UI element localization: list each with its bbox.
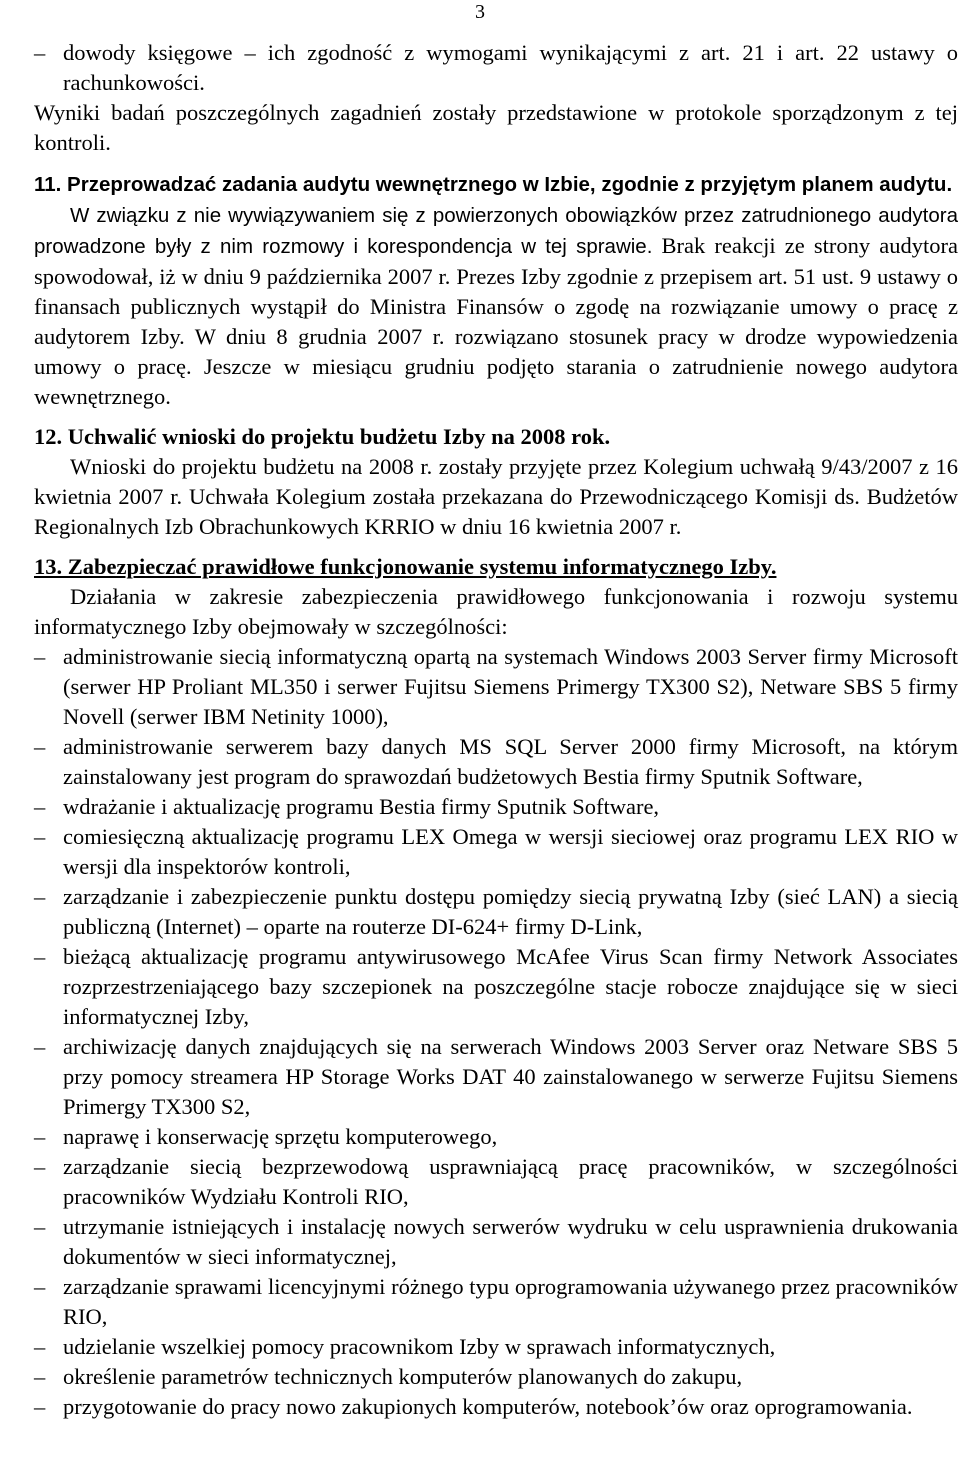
section-13-intro: Działania w zakresie zabezpieczenia prawidłowego funkcjonowania i rozwoju systemu informatycznego Izby obejmowały w szczególności:: [34, 584, 958, 639]
dash-bullet: –: [34, 1034, 46, 1059]
list-item-text: administrowanie serwerem bazy danych MS SQL Server 2000 firmy Microsoft, na którym zainstalowany jest program do sprawozdań budżetowych Bestia firmy Sputnik Software,: [63, 734, 958, 789]
section-11-paragraph-serif: Brak reakcji ze strony audytora spowodował, iż w dniu 9 października 2007 r. Prezes Izby zgodnie z przepisem art. 51 ust. 9 ustawy o finansach publicznych wystąpił do Ministra Finansów o zgodę na rozwiązanie umowy o pracę z audytorem Izby. W dniu 8 grudnia 2007 r. rozwiązano stosunek pracy w drodze wypowiedzenia umowy o pracę. Jeszcze w miesiącu grudniu podjęto starania o zatrudnienie nowego audytora wewnętrznego.: [34, 233, 958, 409]
list-item: [34, 882, 958, 942]
list-item-text: zarządzanie i zabezpieczenie punktu dostępu pomiędzy siecią prywatną Izby (sieć LAN) a siecią publiczną (Internet) – oparte na routerze DI-624+ firmy D-Link,: [63, 884, 958, 939]
list-item-text: comiesięczną aktualizację programu LEX Omega w wersji sieciowej oraz programu LEX RIO w wersji dla inspektorów kontroli,: [63, 824, 958, 879]
results-paragraph: Wyniki badań poszczególnych zagadnień zostały przedstawione w protokole sporządzonym z tej kontroli.: [34, 100, 958, 155]
list-item: [34, 732, 958, 792]
list-item-text: utrzymanie istniejących i instalację nowych serwerów wydruku w celu usprawnienia drukowania dokumentów w sieci informatycznej,: [63, 1214, 958, 1269]
list-item: [34, 1392, 958, 1422]
dash-bullet: –: [34, 1154, 46, 1179]
list-item: [34, 792, 958, 822]
list-item-text: określenie parametrów technicznych komputerów planowanych do zakupu,: [63, 1364, 743, 1389]
list-item-text: udzielanie wszelkiej pomocy pracownikom Izby w sprawach informatycznych,: [63, 1334, 776, 1359]
list-item-text: naprawę i konserwację sprzętu komputerowego,: [63, 1124, 498, 1149]
list-item-text: dowody księgowe – ich zgodność z wymogami wynikającymi z art. 21 i art. 22 ustawy o rachunkowości.: [63, 40, 958, 95]
list-item-text: zarządzanie sprawami licencyjnymi różnego typu oprogramowania używanego przez pracowników RIO,: [63, 1274, 958, 1329]
dash-bullet: –: [34, 884, 46, 909]
list-item-text: bieżącą aktualizację programu antywirusowego McAfee Virus Scan firmy Network Associates rozprzestrzeniającego bazy szczepionek na poszczególne stacje robocze znajdujące się w sieci informatycznej Izby,: [63, 944, 958, 1029]
list-item-text: archiwizację danych znajdujących się na serwerach Windows 2003 Server oraz Netware SBS 5 przy pomocy streamera HP Storage Works DAT 40 zainstalowanego w serwerze Fujitsu Siemens Primergy TX300 S2,: [63, 1034, 958, 1119]
section-13-heading: [34, 552, 958, 582]
list-item-text: zarządzanie siecią bezprzewodową usprawniającą pracę pracowników, w szczególności pracowników Wydziału Kontroli RIO,: [63, 1154, 958, 1209]
list-item-text: wdrażanie i aktualizację programu Bestia firmy Sputnik Software,: [63, 794, 660, 819]
dash-bullet: –: [34, 644, 46, 669]
page-number: 3: [475, 1, 485, 23]
section-11-paragraph: [34, 200, 958, 412]
list-item: [34, 1122, 958, 1152]
section-13-list: [34, 642, 958, 1422]
list-item-text: administrowanie siecią informatyczną opartą na systemach Windows 2003 Server firmy Microsoft (serwer HP Proliant ML350 i serwer Fujitsu Siemens Primergy TX300 S2), Netware SBS 5 firmy Novell (serwer IBM Netinity 1000),: [63, 644, 958, 729]
list-item: [34, 942, 958, 1032]
section-11-paragraph-sans: W związku z nie wywiązywaniem się z powierzonych obowiązków przez zatrudnionego audytora prowadzone były z nim rozmowy i korespondencja w tej sprawie.: [34, 204, 958, 258]
list-item: [34, 1152, 958, 1212]
dash-bullet: –: [34, 1124, 46, 1149]
dash-bullet: –: [34, 1364, 46, 1389]
list-item-text: przygotowanie do pracy nowo zakupionych komputerów, notebook’ów oraz oprogramowania.: [63, 1394, 913, 1419]
list-item: [34, 1032, 958, 1122]
section-13-heading-text: 13. Zabezpieczać prawidłowe funkcjonowanie systemu informatycznego Izby.: [34, 554, 777, 579]
list-item: [34, 822, 958, 882]
dash-bullet: –: [34, 734, 46, 759]
dash-bullet: –: [34, 1214, 46, 1239]
list-item: [34, 1212, 958, 1272]
list-item: [34, 38, 958, 98]
section-12-heading: 12. Uchwalić wnioski do projektu budżetu Izby na 2008 rok.: [34, 424, 611, 449]
dash-bullet: –: [34, 794, 46, 819]
document-body: [34, 38, 958, 1422]
dash-bullet: –: [34, 944, 46, 969]
dash-bullet: –: [34, 824, 46, 849]
list-item: [34, 1362, 958, 1392]
dash-bullet: –: [34, 1334, 46, 1359]
dash-bullet: –: [34, 1394, 46, 1419]
list-item: [34, 1332, 958, 1362]
section-11-heading: 11. Przeprowadzać zadania audytu wewnętrznego w Izbie, zgodnie z przyjętym planem audytu.: [34, 173, 953, 196]
dash-bullet: –: [34, 40, 46, 65]
list-item: [34, 642, 958, 732]
list-item: [34, 1272, 958, 1332]
dash-bullet: –: [34, 1274, 46, 1299]
section-12-paragraph: Wnioski do projektu budżetu na 2008 r. zostały przyjęte przez Kolegium uchwałą 9/43/2007 z 16 kwietnia 2007 r. Uchwała Kolegium została przekazana do Przewodniczącego Komisji ds. Budżetów Regionalnych Izb Obrachunkowych KRRIO w dniu 16 kwietnia 2007 r.: [34, 454, 958, 539]
